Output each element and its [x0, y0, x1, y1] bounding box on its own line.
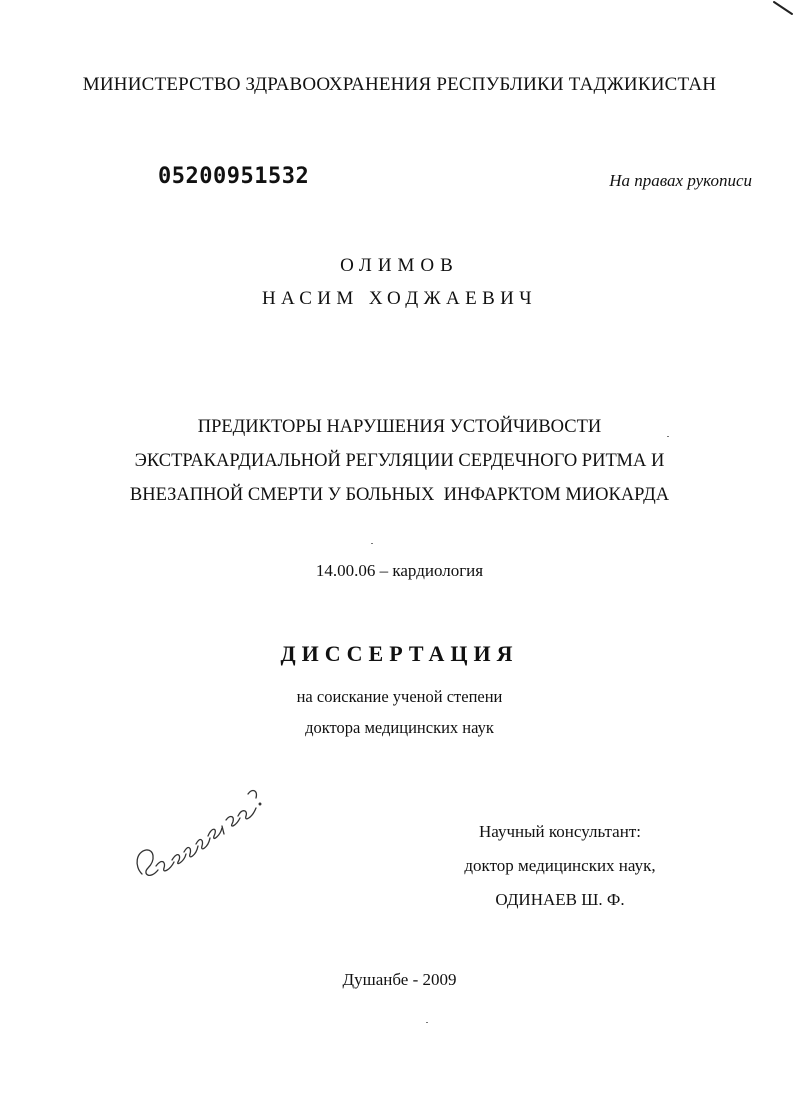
- scientific-consultant: [430, 815, 690, 917]
- document-number: 05200951532: [158, 164, 310, 189]
- consultant-name: ОДИНАЕВ Ш. Ф.: [495, 890, 625, 909]
- degree-statement: [0, 681, 799, 743]
- consultant-degree: доктор медицинских наук,: [464, 856, 656, 875]
- corner-pen-mark-icon: [772, 0, 796, 18]
- scan-speck: [667, 436, 669, 437]
- author-given-names: НАСИМ ХОДЖАЕВИЧ: [261, 288, 538, 309]
- handwritten-signature-icon: [128, 770, 268, 890]
- author-surname: ОЛИМОВ: [340, 255, 459, 276]
- scan-speck: [426, 1022, 428, 1023]
- consultant-label: Научный консультант:: [479, 822, 641, 841]
- specialty-code: 14.00.06 – кардиология: [315, 561, 484, 580]
- title-line-2: ЭКСТРАКАРДИАЛЬНОЙ РЕГУЛЯЦИИ СЕРДЕЧНОГО РИТМА И: [134, 451, 665, 471]
- title-line-3: ВНЕЗАПНОЙ СМЕРТИ У БОЛЬНЫХ ИНФАРКТОМ МИОКАРДА: [129, 485, 670, 505]
- dissertation-title: [0, 410, 799, 512]
- title-line-1: ПРЕДИКТОРЫ НАРУШЕНИЯ УСТОЙЧИВОСТИ: [197, 417, 602, 437]
- rights-note: На правах рукописи: [609, 171, 752, 190]
- dissertation-heading: ДИССЕРТАЦИЯ: [280, 641, 519, 666]
- degree-line-1: на соискание ученой степени: [296, 687, 503, 706]
- ministry-heading: МИНИСТЕРСТВО ЗДРАВООХРАНЕНИЯ РЕСПУБЛИКИ ТАДЖИКИСТАН: [82, 74, 717, 95]
- scan-speck: [371, 543, 373, 544]
- degree-line-2: доктора медицинских наук: [305, 718, 494, 737]
- city-year: Душанбе - 2009: [342, 970, 457, 989]
